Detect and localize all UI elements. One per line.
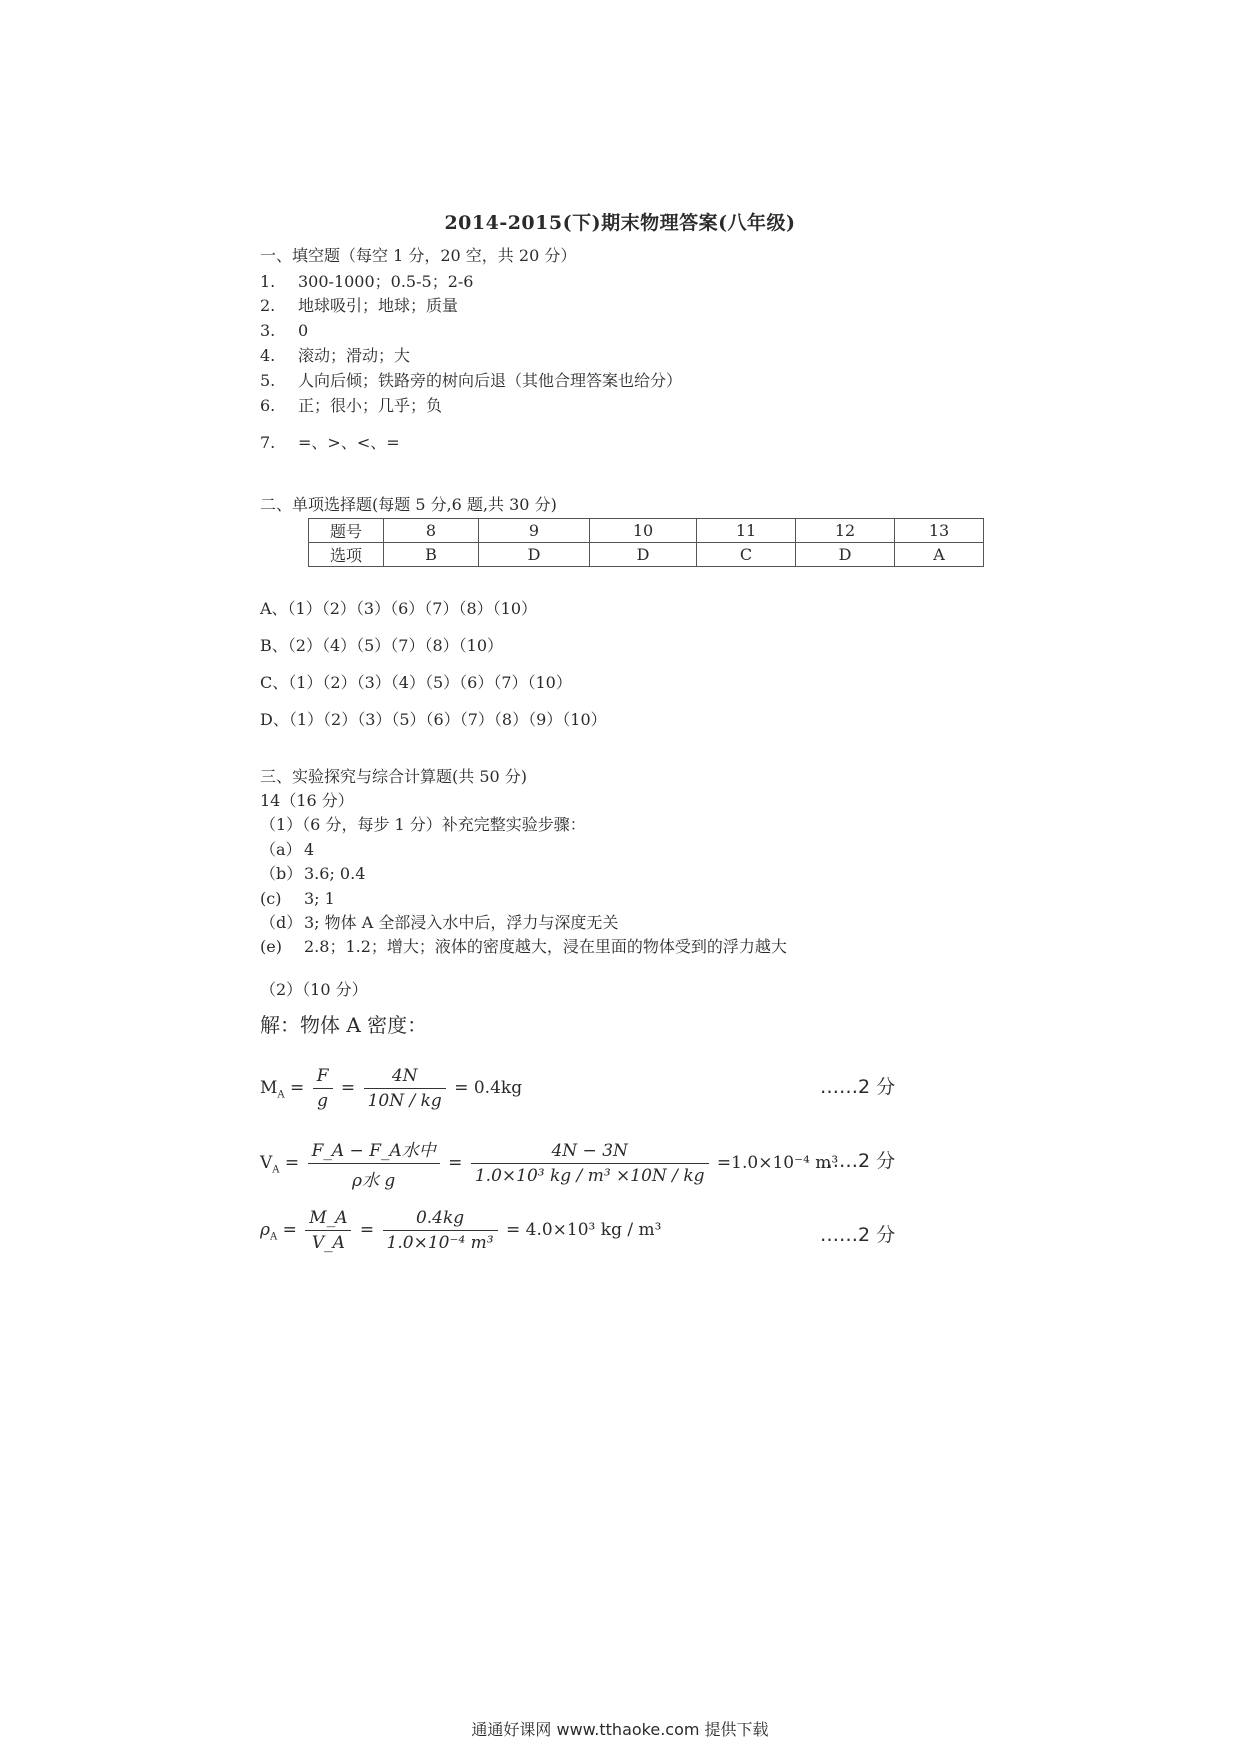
fraction-denominator: g [317,1091,329,1111]
score-mark: ……2 分 [820,1150,896,1172]
eq-lhs: M [260,1078,278,1098]
eq-lhs: V [260,1153,273,1173]
score-mark: ……2 分 [820,1224,896,1246]
table-header-cell: 选项 [309,543,384,567]
fraction [305,1208,351,1253]
eq-lhs-sub: A [277,1089,285,1101]
part2-label: （2）（10 分） [260,980,368,999]
section3-heading: 三、实验探究与综合计算题(共 50 分) [260,767,528,786]
fill-item-1 [260,272,473,292]
fraction-denominator: 1.0×10³ kg / m³ ×10N / kg [474,1166,705,1186]
table-cell: 10 [590,519,697,543]
fill-item-3 [260,321,308,341]
equation-density: $\rho_A$ = $\frac{M\_A}{V\_A}$ = $\frac{0.4kg}{\text{1.0×10⁻⁴ m³}}$ = 4.0×10³ kg / m³ [260,1208,662,1253]
item-number: 3. [260,321,276,340]
fill-item-4 [260,346,410,366]
footer-source-note: 通通好课网 www.tthaoke.com 提供下载 [471,1720,769,1739]
fraction-numerator: M_A [305,1208,351,1231]
step-b [260,864,365,884]
item-number: 6. [260,396,276,415]
eq-result: = 4.0×10³ kg / m³ [506,1220,662,1240]
fraction-denominator: V_A [311,1233,345,1253]
eq-result: =1.0×10⁻⁴ m³ [716,1153,839,1173]
fraction [383,1208,498,1253]
item-number: 2. [260,296,276,315]
fill-item-5 [260,371,682,391]
equation-mass: $M_A$ = $\frac{F}{g}$ = $\frac{4N}{10N / kg}$ = 0.4kg [260,1066,523,1111]
item-answer: 正；很小；几乎；负 [298,396,443,415]
item-answer: 地球吸引；地球；质量 [298,296,459,315]
table-cell: D [796,543,895,567]
fraction [313,1066,333,1111]
fraction-denominator: ρ水 g [352,1171,396,1191]
fraction [471,1141,709,1186]
fraction-numerator: F_A − F_A水中 [308,1136,440,1164]
part1-label: （1）（6 分，每步 1 分）补充完整实验步骤： [260,815,586,834]
step-label: (e) [260,937,282,956]
item-answer: =、>、<、= [298,433,400,452]
step-answer: 2.8；1.2；增大；液体的密度越大，浸在里面的物体受到的浮力越大 [304,937,787,956]
option-a: A、（1）（2）（3）（6）（7）（8）（10） [260,599,537,618]
item-number: 5. [260,371,276,390]
answer-table [308,518,984,567]
item-answer: 0 [298,321,309,340]
table-cell: A [895,543,984,567]
step-answer: 3; 物体 A 全部浸入水中后，浮力与深度无关 [304,913,619,932]
table-header-cell: 题号 [309,519,384,543]
item-number: 1. [260,272,276,291]
solution-intro: 解：物体 A 密度： [260,1013,428,1037]
eq-lhs: ρ [260,1220,270,1240]
eq-lhs-sub: A [272,1164,280,1176]
fill-item-7 [260,433,400,453]
question-14-label: 14（16 分） [260,791,354,810]
item-number: 7. [260,433,276,452]
step-label: （d） [260,913,303,932]
table-cell: C [697,543,796,567]
table-cell: 8 [384,519,479,543]
table-cell: 9 [479,519,590,543]
eq-result: = 0.4kg [454,1078,523,1098]
fraction [308,1136,440,1191]
step-label: （b） [260,864,303,883]
fraction-numerator: 4N [364,1066,446,1089]
item-number: 4. [260,346,276,365]
option-d: D、（1）（2）（3）（5）（6）（7）（8）（9）（10） [260,710,607,729]
fraction-numerator: 4N − 3N [471,1141,709,1164]
eq-lhs-sub: A [270,1231,278,1243]
item-answer: 滚动；滑动；大 [298,346,411,365]
step-c [260,889,335,909]
option-b: B、（2）（4）（5）（7）（8）（10） [260,636,504,655]
table-row [309,519,984,543]
table-cell: 12 [796,519,895,543]
section1-heading: 一、填空题（每空 1 分，20 空，共 20 分） [260,246,577,265]
step-label: （a） [260,840,302,859]
table-row [309,543,984,567]
fraction-denominator: 10N / kg [367,1091,442,1111]
step-answer: 3.6; 0.4 [304,864,366,883]
fraction-numerator: 0.4kg [383,1208,498,1231]
score-mark: ……2 分 [820,1076,896,1098]
step-a [260,840,314,860]
table-cell: D [479,543,590,567]
item-answer: 300-1000；0.5-5；2-6 [298,272,474,291]
fraction-numerator: F [313,1066,333,1089]
step-answer: 4 [304,840,315,859]
table-cell: 13 [895,519,984,543]
option-c: C、（1）（2）（3）（4）（5）（6）（7）（10） [260,673,572,692]
section2-heading: 二、单项选择题(每题 5 分,6 题,共 30 分) [260,495,557,514]
item-answer: 人向后倾；铁路旁的树向后退（其他合理答案也给分） [298,371,683,390]
fill-item-6 [260,396,442,416]
equation-volume: $V_A$ = $\frac{\text{F\_A − F\_A水中}}{\text{ρ水 g}}$ = $\frac{4N - 3N}{\text{1.0×10³ kg / m³ ×10N / kg}}$ =1.0×10⁻⁴ m³ [260,1136,838,1191]
table-cell: 11 [697,519,796,543]
fraction-denominator: 1.0×10⁻⁴ m³ [386,1233,494,1253]
table-cell: D [590,543,697,567]
table-cell: B [384,543,479,567]
step-e [260,937,787,957]
step-label: (c) [260,889,282,908]
step-answer: 3; 1 [304,889,335,908]
fill-item-2 [260,296,458,316]
step-d [260,913,618,933]
page-title: 2014-2015(下)期末物理答案(八年级) [444,212,796,234]
fraction [364,1066,446,1111]
